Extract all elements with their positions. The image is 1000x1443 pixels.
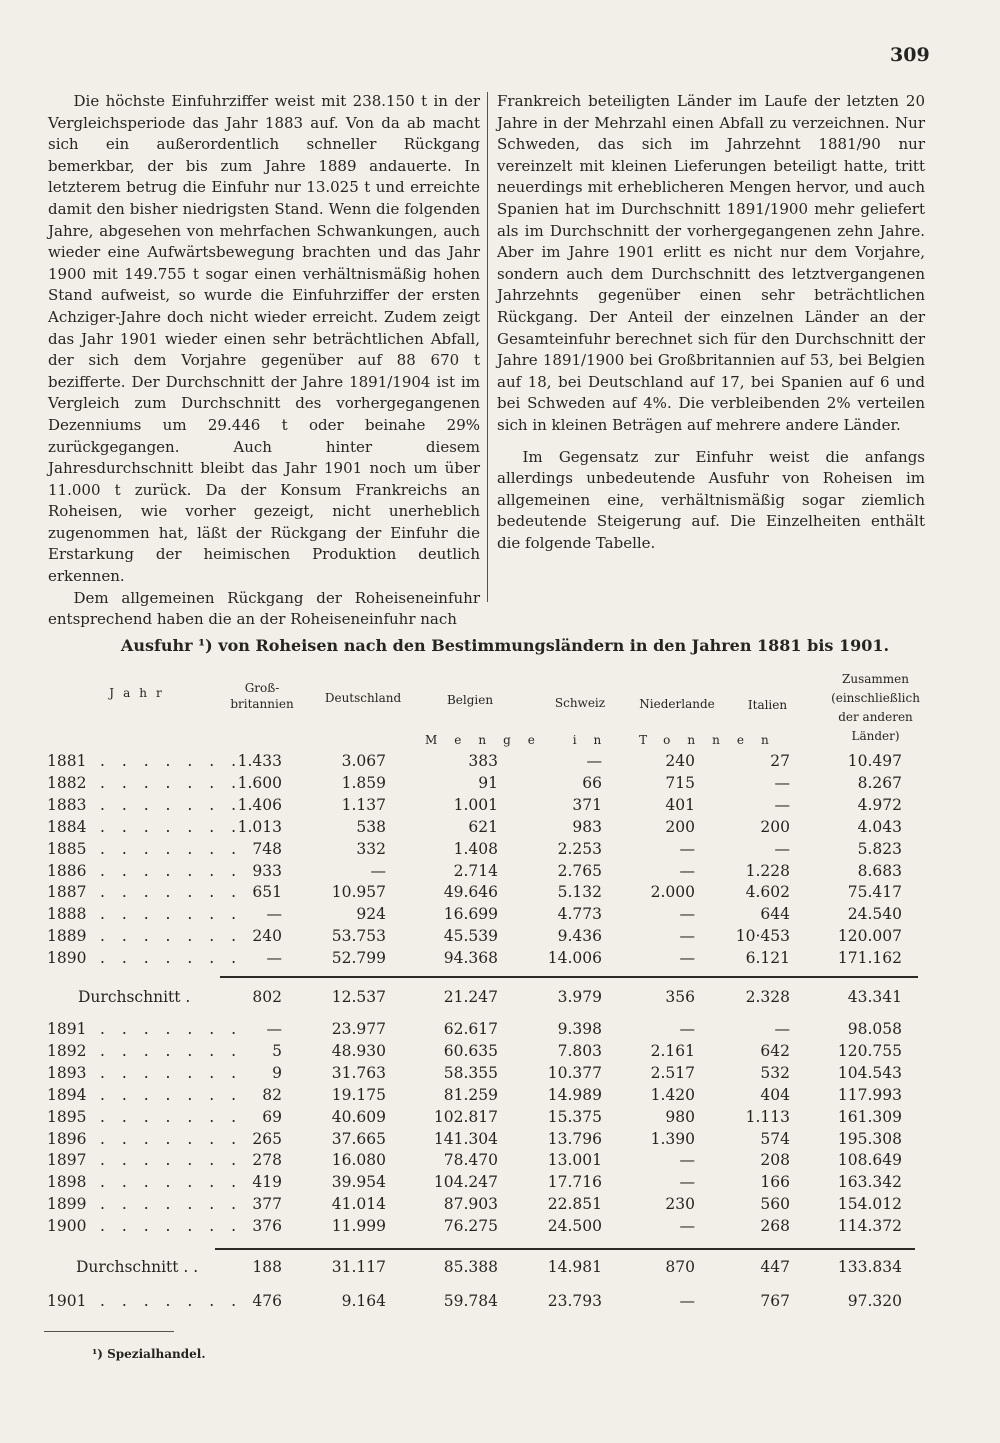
year-label: 1896 <box>47 1129 87 1148</box>
cell-deutschland: 52.799 <box>331 949 386 968</box>
table-row <box>0 1086 1000 1108</box>
cell-schweiz: 15.375 <box>547 1107 602 1126</box>
cell-italien: — <box>774 1020 790 1038</box>
table-row <box>0 1292 1000 1314</box>
year-label: 1888 <box>47 905 87 924</box>
cell-niederlande: — <box>679 1292 695 1310</box>
cell-belgien: 76.275 <box>443 1217 498 1236</box>
cell-zusammen: 154.012 <box>837 1195 902 1214</box>
cell-italien: 447 <box>760 1258 790 1276</box>
header-year: Jahr <box>109 686 171 700</box>
table-row <box>0 862 1000 884</box>
cell-belgien: 49.646 <box>443 883 498 902</box>
leader-dots: . . . . . . . <box>100 1063 243 1082</box>
table-row <box>0 1151 1000 1173</box>
table-row <box>0 927 1000 949</box>
cell-deutschland: 53.753 <box>331 927 386 946</box>
cell-grossbritannien: 278 <box>252 1151 282 1170</box>
cell-deutschland: 11.999 <box>331 1217 386 1236</box>
cell-deutschland: 3.067 <box>341 752 386 770</box>
year-label: 1890 <box>47 949 87 968</box>
cell-schweiz: 13.796 <box>547 1129 602 1148</box>
cell-grossbritannien: 376 <box>252 1217 282 1236</box>
table-row <box>0 1217 1000 1239</box>
table-title: Ausfuhr ¹) von Roheisen nach den Bestimmungsländern in den Jahren 1881 bis 1901. <box>120 636 890 655</box>
cell-italien: 1.228 <box>745 861 790 880</box>
cell-schweiz: 9.436 <box>557 927 602 946</box>
cell-italien: 166 <box>760 1173 790 1192</box>
cell-belgien: 2.714 <box>453 861 498 880</box>
leader-dots: . . . . . . . <box>100 1173 243 1192</box>
cell-italien: 200 <box>760 817 790 836</box>
cell-grossbritannien: 69 <box>262 1107 282 1126</box>
cell-deutschland: 924 <box>356 905 386 924</box>
cell-grossbritannien: 240 <box>252 927 282 946</box>
cell-grossbritannien: 82 <box>262 1085 282 1104</box>
cell-belgien: 141.304 <box>433 1129 498 1148</box>
table-row <box>0 752 1000 774</box>
header-italien: Italien <box>747 698 788 712</box>
cell-zusammen: 75.417 <box>847 883 902 902</box>
cell-grossbritannien: — <box>266 949 282 968</box>
year-label: 1891 <box>47 1020 87 1038</box>
cell-niederlande: — <box>679 905 695 924</box>
header-grossbritannien: Groß- britannien <box>230 681 294 711</box>
leader-dots: . . . . . . . <box>100 1292 243 1310</box>
cell-deutschland: — <box>370 861 386 880</box>
cell-schweiz: 66 <box>582 773 602 792</box>
cell-italien: — <box>774 839 790 858</box>
cell-grossbritannien: 748 <box>252 839 282 858</box>
cell-zusammen: 43.341 <box>847 988 902 1006</box>
table-row <box>0 796 1000 818</box>
leader-dots: . . . . . . . <box>100 927 243 946</box>
cell-zusammen: 120.007 <box>837 927 902 946</box>
cell-deutschland: 41.014 <box>331 1195 386 1214</box>
cell-niederlande: — <box>679 1217 695 1236</box>
year-label: 1894 <box>47 1085 87 1104</box>
leader-dots: . . . . . . . <box>100 905 243 924</box>
leader-dots: . . . . . . . <box>100 949 243 968</box>
cell-schweiz: 2.765 <box>557 861 602 880</box>
cell-zusammen: 114.372 <box>837 1217 902 1236</box>
cell-belgien: 87.903 <box>443 1195 498 1214</box>
table-row <box>0 1064 1000 1086</box>
cell-zusammen: 120.755 <box>837 1041 902 1060</box>
cell-niederlande: — <box>679 949 695 968</box>
cell-italien: 6.121 <box>745 949 790 968</box>
cell-niederlande: 715 <box>665 773 695 792</box>
leader-dots: . . . . . . . <box>100 1041 243 1060</box>
table-row <box>0 1173 1000 1195</box>
year-label: 1889 <box>47 927 87 946</box>
cell-belgien: 16.699 <box>443 905 498 924</box>
cell-deutschland: 31.763 <box>331 1063 386 1082</box>
cell-italien: 532 <box>760 1063 790 1082</box>
cell-niederlande: 1.420 <box>650 1085 695 1104</box>
average-row <box>0 988 1000 1010</box>
cell-italien: 268 <box>760 1217 790 1236</box>
cell-belgien: 45.539 <box>443 927 498 946</box>
cell-grossbritannien: 265 <box>252 1129 282 1148</box>
cell-belgien: 81.259 <box>443 1085 498 1104</box>
cell-deutschland: 1.137 <box>341 795 386 814</box>
cell-schweiz: 17.716 <box>547 1173 602 1192</box>
cell-niederlande: 2.517 <box>650 1063 695 1082</box>
leader-dots: . . . . . . . <box>100 1107 243 1126</box>
cell-niederlande: 230 <box>665 1195 695 1214</box>
header-belgien: Belgien <box>446 693 494 707</box>
cell-grossbritannien: 188 <box>252 1258 282 1276</box>
leader-dots: . . . . . . . <box>100 883 243 902</box>
year-label: 1882 <box>47 773 87 792</box>
leader-dots: . . . . . . . <box>100 839 243 858</box>
cell-grossbritannien: — <box>266 1020 282 1038</box>
cell-belgien: 21.247 <box>443 988 498 1006</box>
table-row <box>0 818 1000 840</box>
year-label: 1881 <box>47 752 87 770</box>
cell-deutschland: 1.859 <box>341 773 386 792</box>
cell-italien: 642 <box>760 1041 790 1060</box>
cell-deutschland: 16.080 <box>331 1151 386 1170</box>
cell-zusammen: 10.497 <box>847 752 902 770</box>
cell-zusammen: 163.342 <box>837 1173 902 1192</box>
cell-italien: 644 <box>760 905 790 924</box>
leader-dots: . . . . . . . <box>100 861 243 880</box>
cell-niederlande: 401 <box>665 795 695 814</box>
table-row <box>0 840 1000 862</box>
year-label: 1886 <box>47 861 87 880</box>
cell-niederlande: — <box>679 861 695 880</box>
cell-italien: 1.113 <box>745 1107 790 1126</box>
cell-deutschland: 12.537 <box>331 988 386 1006</box>
units-label: Menge in Tonnen <box>425 733 786 747</box>
cell-italien: 10·453 <box>735 927 790 946</box>
left-text-column <box>48 91 480 631</box>
cell-niederlande: — <box>679 927 695 946</box>
cell-italien: 27 <box>770 752 790 770</box>
year-label: 1884 <box>47 817 87 836</box>
year-label: 1898 <box>47 1173 87 1192</box>
cell-schweiz: 13.001 <box>547 1151 602 1170</box>
cell-zusammen: 8.267 <box>857 773 902 792</box>
cell-zusammen: 171.162 <box>837 949 902 968</box>
year-label: 1885 <box>47 839 87 858</box>
year-label: 1887 <box>47 883 87 902</box>
table-row <box>0 1020 1000 1042</box>
cell-niederlande: — <box>679 1020 695 1038</box>
header-zusammen: Zusammen (einschließlich der anderen Länder) <box>831 672 920 743</box>
year-label: 1899 <box>47 1195 87 1214</box>
cell-schweiz: 4.773 <box>557 905 602 924</box>
leader-dots: . . . . . . . <box>100 1020 243 1038</box>
header-deutschland: Deutschland <box>324 691 402 705</box>
cell-zusammen: 161.309 <box>837 1107 902 1126</box>
cell-niederlande: — <box>679 1151 695 1170</box>
cell-zusammen: 195.308 <box>837 1129 902 1148</box>
cell-schweiz: 24.500 <box>547 1217 602 1236</box>
cell-deutschland: 40.609 <box>331 1107 386 1126</box>
cell-niederlande: 1.390 <box>650 1129 695 1148</box>
cell-niederlande: 200 <box>665 817 695 836</box>
cell-grossbritannien: 419 <box>252 1173 282 1192</box>
leader-dots: . . . . . . . <box>100 1217 243 1236</box>
cell-belgien: 102.817 <box>433 1107 498 1126</box>
subtotal-rule <box>215 1248 915 1250</box>
year-label: 1901 <box>47 1292 87 1310</box>
header-schweiz: Schweiz <box>554 696 606 710</box>
cell-zusammen: 97.320 <box>847 1292 902 1310</box>
cell-niederlande: 2.000 <box>650 883 695 902</box>
cell-niederlande: 356 <box>665 988 695 1006</box>
cell-belgien: 58.355 <box>443 1063 498 1082</box>
cell-schweiz: 14.006 <box>547 949 602 968</box>
footnote: ¹) Spezialhandel. <box>92 1347 206 1361</box>
cell-schweiz: 2.253 <box>557 839 602 858</box>
year-label: 1900 <box>47 1217 87 1236</box>
cell-niederlande: 2.161 <box>650 1041 695 1060</box>
year-label: 1892 <box>47 1041 87 1060</box>
leader-dots: . . . . . . . <box>100 1085 243 1104</box>
cell-zusammen: 98.058 <box>847 1020 902 1038</box>
leader-dots: . . . . . . . <box>100 752 243 770</box>
cell-belgien: 94.368 <box>443 949 498 968</box>
cell-deutschland: 23.977 <box>331 1020 386 1038</box>
cell-schweiz: 7.803 <box>557 1041 602 1060</box>
cell-zusammen: 104.543 <box>837 1063 902 1082</box>
table-row <box>0 1195 1000 1217</box>
table-row <box>0 883 1000 905</box>
cell-italien: — <box>774 795 790 814</box>
cell-grossbritannien: 1.013 <box>237 817 282 836</box>
table-row <box>0 1042 1000 1064</box>
cell-italien: — <box>774 773 790 792</box>
cell-zusammen: 4.043 <box>857 817 902 836</box>
right-paragraph-2: Im Gegensatz zur Einfuhr weist die anfangs allerdings unbedeutende Ausfuhr von Roheisen im allgemeinen eine, verhältnismäßig sogar ziemlich bedeutende Steigerung auf. Die Einzelheiten enthält die folgende Tabelle. <box>497 447 925 552</box>
cell-zusammen: 117.993 <box>837 1085 902 1104</box>
cell-deutschland: 9.164 <box>341 1292 386 1310</box>
cell-zusammen: 8.683 <box>857 861 902 880</box>
cell-schweiz: 983 <box>572 817 602 836</box>
cell-deutschland: 10.957 <box>331 883 386 902</box>
cell-italien: 574 <box>760 1129 790 1148</box>
cell-deutschland: 37.665 <box>331 1129 386 1148</box>
cell-zusammen: 108.649 <box>837 1151 902 1170</box>
cell-belgien: 59.784 <box>443 1292 498 1310</box>
cell-grossbritannien: 651 <box>252 883 282 902</box>
cell-schweiz: 3.979 <box>557 988 602 1006</box>
cell-belgien: 1.001 <box>453 795 498 814</box>
cell-schweiz: 14.989 <box>547 1085 602 1104</box>
cell-zusammen: 4.972 <box>857 795 902 814</box>
cell-grossbritannien: 476 <box>252 1292 282 1310</box>
table-row <box>0 905 1000 927</box>
leader-dots: . . . . . . . <box>100 773 243 792</box>
cell-belgien: 78.470 <box>443 1151 498 1170</box>
cell-belgien: 85.388 <box>443 1258 498 1276</box>
cell-zusammen: 133.834 <box>837 1258 902 1276</box>
cell-grossbritannien: 933 <box>252 861 282 880</box>
leader-dots: . . . . . . . <box>100 1151 243 1170</box>
subtotal-rule <box>220 976 918 978</box>
cell-belgien: 383 <box>468 752 498 770</box>
cell-grossbritannien: — <box>266 905 282 924</box>
right-text-column <box>497 91 925 554</box>
cell-belgien: 621 <box>468 817 498 836</box>
average-label: Durchschnitt . <box>78 988 191 1006</box>
cell-niederlande: — <box>679 1173 695 1192</box>
header-niederlande: Niederlande <box>639 697 715 711</box>
average-label: Durchschnitt . . <box>76 1258 199 1276</box>
year-label: 1883 <box>47 795 87 814</box>
leader-dots: . . . . . . . <box>100 1129 243 1148</box>
cell-grossbritannien: 1.433 <box>237 752 282 770</box>
cell-schweiz: 5.132 <box>557 883 602 902</box>
year-label: 1895 <box>47 1107 87 1126</box>
year-label: 1897 <box>47 1151 87 1170</box>
cell-italien: 4.602 <box>745 883 790 902</box>
cell-zusammen: 24.540 <box>847 905 902 924</box>
cell-schweiz: 14.981 <box>547 1258 602 1276</box>
cell-italien: 404 <box>760 1085 790 1104</box>
cell-belgien: 104.247 <box>433 1173 498 1192</box>
cell-niederlande: — <box>679 839 695 858</box>
cell-deutschland: 31.117 <box>331 1258 386 1276</box>
page-number: 309 <box>890 44 930 66</box>
cell-deutschland: 19.175 <box>331 1085 386 1104</box>
cell-schweiz: 10.377 <box>547 1063 602 1082</box>
cell-niederlande: 240 <box>665 752 695 770</box>
cell-niederlande: 870 <box>665 1258 695 1276</box>
left-paragraph-1: Die höchste Einfuhrziffer weist mit 238.150 t in der Vergleichsperiode das Jahr 1883 auf. Von da ab macht sich ein außerordentlich schneller Rückgang bemerkbar, der bis zum Jahre 1889 andauerte. In letzterem betrug die Einfuhr nur 13.025 t und erreichte damit den bisher niedrigsten Stand. Wenn die folgenden Jahre, abgesehen von mehrfachen Schwankungen, auch wieder eine Aufwärtsbewegung brachten und das Jahr 1900 mit 149.755 t sogar einen verhältnismäßig hohen Stand aufweist, so wurde die Einfuhrziffer der ersten Achziger-Jahre doch nicht wieder erreicht. Zudem zeigt das Jahr 1901 wieder einen sehr beträchtlichen Abfall, der sich dem Vorjahre gegenüber auf 88 670 t bezifferte. Der Durchschnitt der Jahre 1891/1904 ist im Vergleich zum Durchschnitt des vorhergegangenen Dezenniums um 29.446 t oder beinahe 29% zurückgegangen. Auch hinter diesem Jahresdurchschnitt bleibt das Jahr 1901 noch um über 11.000 t zurück. Da der Konsum Frankreichs an Roheisen, wie vorher gezeigt, nicht unerheblich zugenommen hat, läßt der Rückgang der Einfuhr die Erstarkung der heimischen Produktion deutlich erkennen. <box>48 92 480 586</box>
cell-schweiz: 371 <box>572 795 602 814</box>
average-row <box>0 1258 1000 1280</box>
right-paragraph-1: Frankreich beteiligten Länder im Laufe der letzten 20 Jahre in der Mehrzahl einen Abfall zu verzeichnen. Nur Schweden, das sich im Jahrzehnt 1881/90 nur vereinzelt mit kleinen Lieferungen beteiligt hatte, tritt neuerdings mit erheblicheren Mengen hervor, und auch Spanien hat im Durchschnitt 1891/1900 mehr geliefert als im Durchschnitt der vorhergegangenen zehn Jahre. Aber im Jahre 1901 erlitt es nicht nur dem Vorjahre, sondern auch dem Durchschnitt des letztvergangenen Jahrzehnts gegenüber einen sehr beträchtlichen Rückgang. Der Anteil der einzelnen Länder an der Gesamteinfuhr berechnet sich für den Durchschnitt der Jahre 1891/1900 bei Großbritannien auf 53, bei Belgien auf 18, bei Deutschland auf 17, bei Spanien auf 6 und bei Schweden auf 4%. Die verbleibenden 2% verteilen sich in kleinen Beträgen auf mehrere andere Länder. <box>497 92 925 434</box>
table-row <box>0 1130 1000 1152</box>
cell-grossbritannien: 1.600 <box>237 773 282 792</box>
cell-grossbritannien: 802 <box>252 988 282 1006</box>
leader-dots: . . . . . . . <box>100 795 243 814</box>
year-label: 1893 <box>47 1063 87 1082</box>
cell-belgien: 62.617 <box>443 1020 498 1038</box>
footnote-rule <box>44 1331 174 1332</box>
cell-deutschland: 48.930 <box>331 1041 386 1060</box>
cell-belgien: 91 <box>478 773 498 792</box>
leader-dots: . . . . . . . <box>100 817 243 836</box>
cell-belgien: 1.408 <box>453 839 498 858</box>
cell-italien: 767 <box>760 1292 790 1310</box>
column-divider <box>487 92 488 602</box>
table-row <box>0 1108 1000 1130</box>
leader-dots: . . . . . . . <box>100 1195 243 1214</box>
cell-grossbritannien: 9 <box>272 1063 282 1082</box>
cell-schweiz: 9.398 <box>557 1020 602 1038</box>
cell-italien: 2.328 <box>745 988 790 1006</box>
cell-italien: 560 <box>760 1195 790 1214</box>
cell-zusammen: 5.823 <box>857 839 902 858</box>
cell-grossbritannien: 1.406 <box>237 795 282 814</box>
cell-schweiz: 22.851 <box>547 1195 602 1214</box>
cell-niederlande: 980 <box>665 1107 695 1126</box>
cell-schweiz: 23.793 <box>547 1292 602 1310</box>
cell-italien: 208 <box>760 1151 790 1170</box>
cell-schweiz: — <box>586 752 602 770</box>
cell-deutschland: 39.954 <box>331 1173 386 1192</box>
table-row <box>0 774 1000 796</box>
cell-deutschland: 538 <box>356 817 386 836</box>
cell-deutschland: 332 <box>356 839 386 858</box>
left-paragraph-2: Dem allgemeinen Rückgang der Roheiseneinfuhr entsprechend haben die an der Roheiseneinfuhr nach <box>48 588 480 629</box>
cell-grossbritannien: 377 <box>252 1195 282 1214</box>
table-row <box>0 949 1000 971</box>
cell-grossbritannien: 5 <box>272 1041 282 1060</box>
cell-belgien: 60.635 <box>443 1041 498 1060</box>
